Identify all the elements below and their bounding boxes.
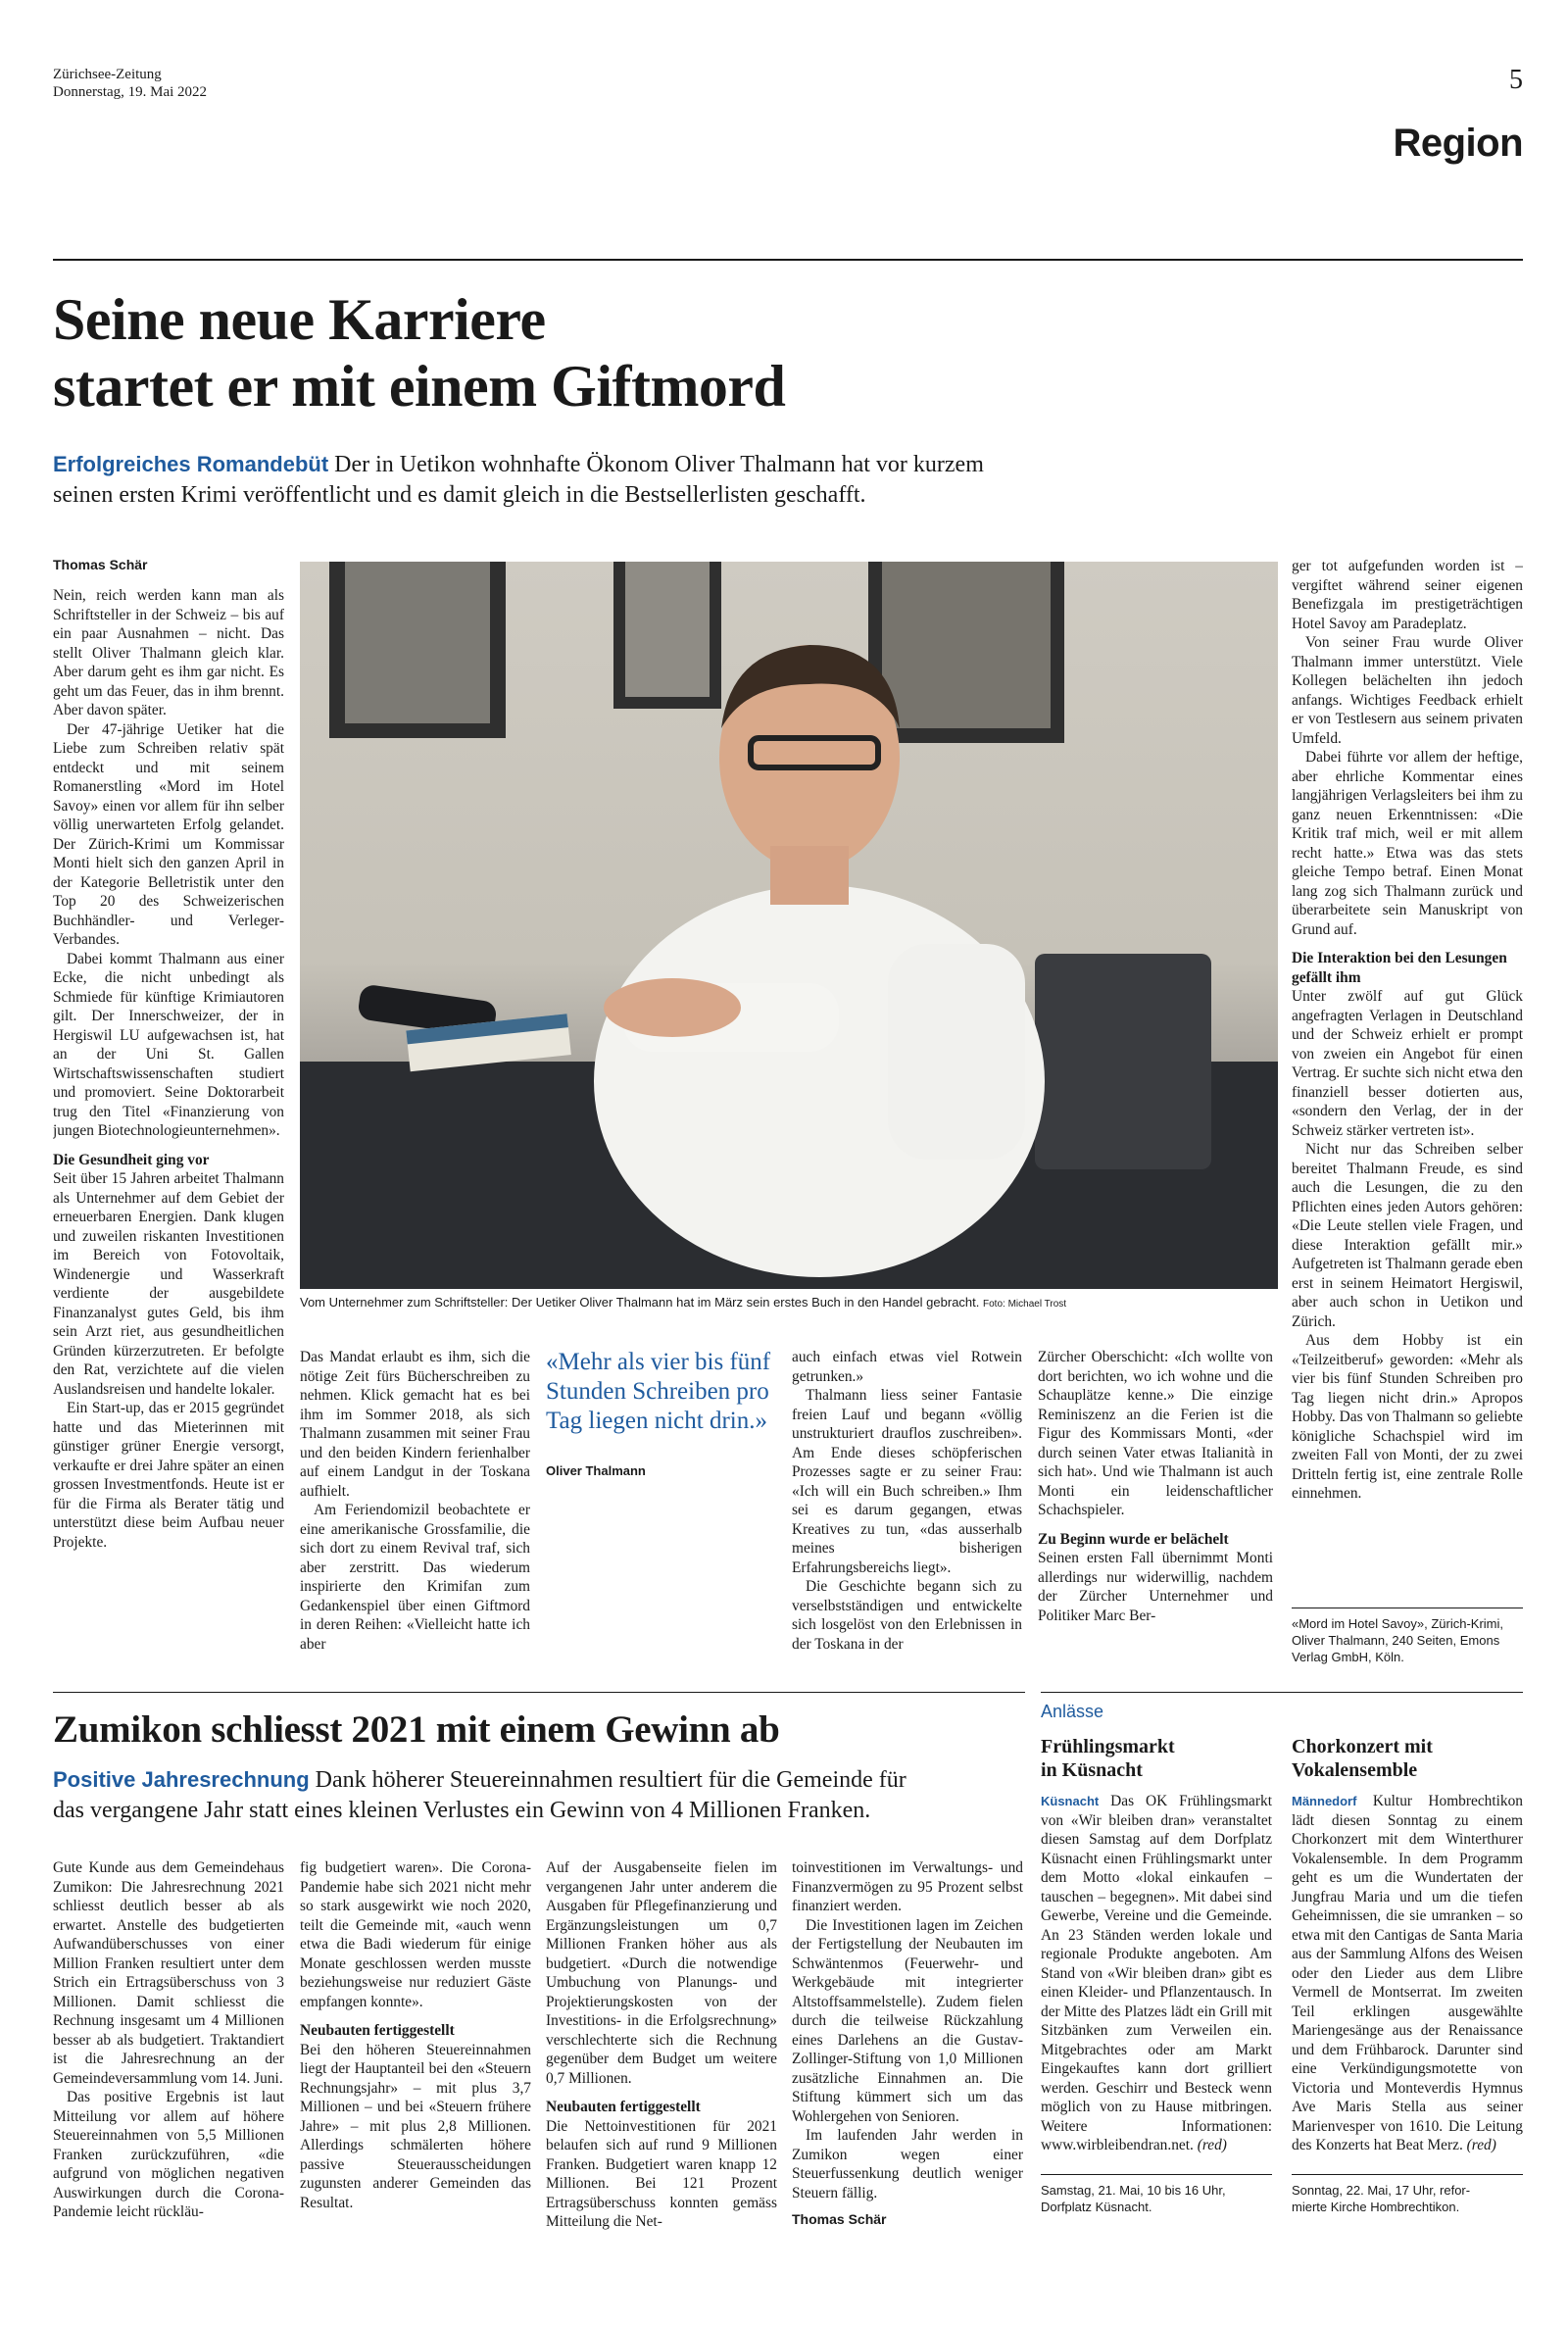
event-1-title-line-2: in Küsnacht: [1041, 1759, 1143, 1781]
article2-lead-line-2: das vergangene Jahr statt eines kleinen Verlustes ein Gewinn von 4 Millionen Franken.: [53, 1798, 871, 1823]
masthead-rule: [53, 259, 1523, 261]
article2-column-2: [300, 1858, 531, 2290]
paragraph: Im laufenden Jahr werden in Zumikon wegen einer Steuerfussenkung deutlich weniger Steuern fällig.: [792, 2127, 1023, 2201]
event-2-place: Männedorf: [1292, 1794, 1357, 1808]
paragraph: Zürcher Oberschicht: «Ich wollte von dort berichten, wo ich wohne und die Schauplätze kenne.» Die einzige Reminiszenz an die Ferien ist die Figur des Kommissars Monti, «der durch seinen Vater etwas Italianità in sich hat». Und wie Thalmann ist auch Monti ein leidenschaftlicher Schachspieler.: [1038, 1349, 1273, 1518]
paragraph: Die Investitionen lagen im Zeichen der Fertigstellung der Neubauten im Schwäntenmos (Feuerwehr- und Werkgebäude mit integrierter Altstoffsammelstelle). Zudem fielen durch die teilweise Rückzahlung eines Darlehens an die Gustav-Zollinger-Stiftung von 1,0 Millionen zusätzliche Einnahmen an. Die Stiftung kümmert sich um das Wohlergehen von Senioren.: [792, 1916, 1023, 2125]
event-2-info-rule: [1292, 2174, 1523, 2175]
event-2-info-line-1: Sonntag, 22. Mai, 17 Uhr, refor-: [1292, 2183, 1471, 2198]
event-2-signature: (red): [1466, 2137, 1496, 2153]
paragraph: Nicht nur das Schreiben selber bereitet Thalmann Freude, es sind auch die Lesungen, die zu den Pflichten eines jeden Autors gehören: «Die Leute stellen viele Fragen, und diese Interaktion gefällt mir.» Aufgetreten ist Thalmann gerade eben erst in seinem Heimatort Hergiswil, aber auch schon in Uetikon und Zürich.: [1292, 1141, 1523, 1330]
event-2-title-line-1: Chorkonzert mit: [1292, 1736, 1433, 1757]
book-info: «Mord im Hotel Savoy», Zürich-Krimi, Oliver Thalmann, 240 Seiten, Emons Verlag GmbH, Köln.: [1292, 1616, 1503, 1664]
article1-byline: Thomas Schär: [53, 557, 148, 572]
paragraph: Das Mandat erlaubt es ihm, sich die nötige Zeit fürs Bücherschreiben zu nehmen. Klick gemacht hat es bei ihm im Sommer 2018, als sich Thalmann zusammen mit seiner Frau und den beiden Kindern ferienhalber auf einem Landgut in der Toskana aufhielt.: [300, 1349, 530, 1500]
page-number: 5: [1509, 65, 1523, 95]
masthead: [53, 65, 1523, 165]
subheading: Zu Beginn wurde er belächelt: [1038, 1530, 1229, 1548]
portrait-illustration: [300, 562, 1278, 1289]
headline-line-2: startet er mit einem Giftmord: [53, 354, 786, 419]
paragraph: fig budgetiert waren». Die Corona-Pandemie habe sich 2021 nicht mehr so stark ausgewirkt wie noch 2020, teilt die Gemeinde mit, «auch wenn etwa die Badi wiederum für einige Monate geschlossen werden musste beziehungsweise nur reduziert Gäste empfangen konnte».: [300, 1859, 531, 2010]
article1-column-2: [300, 1348, 530, 1681]
paragraph: Bei den höheren Steuereinnahmen liegt der Hauptanteil bei den «Steuern Rechnungsjahr» – mit plus 3,7 Millionen – und bei «Steuern frühere Jahre» – mit plus 2,8 Millionen. Allerdings schmälerten höhere passive Steuerausscheidungen zugunsten anderer Gemeinden das Resultat.: [300, 2041, 531, 2211]
article2-kicker: Positive Jahresrechnung: [53, 1767, 310, 1792]
article1-column-6: [1292, 557, 1523, 1601]
event-1-signature: (red): [1197, 2137, 1227, 2153]
article1-photo: [300, 562, 1278, 1289]
event-1-text: Das OK Frühlingsmarkt von «Wir bleiben dran» veranstaltet diesen Samstag auf dem Dorfplatz Küsnacht einen Frühlingsmarkt unter dem Motto «lokal einkaufen – tauschen – begegnen». Mit dabei sind Gewerbe, Vereine und die Gemeinde. An 23 Ständen werden lokale und regionale Produkte angeboten. Am Stand von «Wir bleiben dran» gibt es einen Kleider- und Pflanzentausch. In der Mitte des Platzes lädt ein Grill mit Sitzbänken zum Verweilen ein. Mitgebrachtes oder am Markt Eingekauftes kann dort grilliert werden. Geschirr und Besteck wenn möglich von zu Hause mitbringen. Weitere Informationen: www.wirbleibendran.net.: [1041, 1793, 1272, 2153]
subheading: Die Gesundheit ging vor: [53, 1151, 210, 1168]
pull-quote: [546, 1348, 776, 1478]
subheading: Die Interaktion bei den Lesungen gefällt ihm: [1292, 950, 1507, 986]
event-2-title-line-2: Vokalensemble: [1292, 1759, 1418, 1781]
article-separator: [53, 1692, 1025, 1693]
paragraph: Nein, reich werden kann man als Schriftsteller in der Schweiz – bis auf ein paar Ausnahmen – nicht. Das stellt Oliver Thalmann gleich klar. Aber darum geht es ihm gar nicht. Es geht um das Feuer, das in ihm brennt. Aber davon später.: [53, 587, 284, 718]
section-title: Region: [1393, 122, 1523, 165]
paragraph: Unter zwölf auf gut Glück angefragten Verlagen in Deutschland und der Schweiz erhielt er prompt von zweien ein Angebot für einen Vertrag. Er suchte sich nicht etwa den finanziell besser dotierten aus, «sondern den Verlag, der in der Schweiz stärker vertreten ist».: [1292, 988, 1523, 1139]
paragraph: Seinen ersten Fall übernimmt Monti allerdings nur widerwillig, nachdem der Zürcher Unternehmer und Politiker Marc Ber-: [1038, 1550, 1273, 1624]
event-2-info: [1292, 2182, 1523, 2215]
paragraph: Thalmann liess seiner Fantasie freien Lauf und begann «völlig unstrukturiert drauflos zuschreiben». Am Ende dieses schöpferischen Prozesses sagte er zu seiner Frau: «Ich will ein Buch schreiben.» Ihm sei es darum gegangen, etwas Kreatives zu tun, «das ausserhalb meines bisherigen Erfahrungsbereichs liegt».: [792, 1387, 1022, 1576]
photo-caption: [300, 1294, 1278, 1312]
article1-column-5: [1038, 1348, 1273, 1681]
article2-headline: Zumikon schliesst 2021 mit einem Gewinn ab: [53, 1708, 780, 1751]
event-2-body: [1292, 1792, 1523, 2184]
event-2-info-line-2: mierte Kirche Hombrechtikon.: [1292, 2200, 1460, 2214]
paragraph: Seit über 15 Jahren arbeitet Thalmann als Unternehmer auf dem Gebiet der erneuerbaren Energien. Dank klugen und zuweilen riskanten Investitionen im Bereich von Fotovoltaik, Windenergie und Wasserkraft verdiente der ausgebildete Finanzanalyst gutes Geld, bis ihm sein Arzt riet, aus gesundheitlichen Gründen kürzerzutreten. Er befolgte den Rat, verzichtete auf die vielen Auslandsreisen und handelte lokaler.: [53, 1170, 284, 1398]
paragraph: Ein Start-up, das er 2015 gegründet hatte und das Mieterinnen mit günstiger grüner Energie versorgt, verkaufte er drei Jahre später an einen grossen Investmentfonds. Heute ist er für die Firma als Berater tätig und unterstützt diese beim Aufbau neuer Projekte.: [53, 1400, 284, 1551]
paragraph: Am Feriendomizil beobachtete er eine amerikanische Grossfamilie, die sich dort zu einem Revival traf, sich aber zerstritt. Das wiederum inspirierte den Krimifan zum Gedankenspiel über einen Giftmord in deren Reihen: «Vielleicht hatte ich aber: [300, 1502, 530, 1653]
article1-column-4: [792, 1348, 1022, 1681]
article2-column-3: [546, 1858, 777, 2290]
article2-column-1: [53, 1858, 284, 2290]
article2-column-4: [792, 1858, 1023, 2290]
event-2-text: Kultur Hombrechtikon lädt diesen Sonntag zu einem Chorkonzert mit dem Winterthurer Vokalensemble. In dem Programm geht es um die Wundertaten der Jungfrau Maria und um die tiefen Geheimnissen, die sie umranken – so etwa mit den Cantigas de Santa Maria aus der Sammlung Alfons des Weisen oder den Lieder aus dem Llibre Vermell de Montserrat. Im zweiten Teil erklingen ausgewählte Mariengesänge aus der Renaissance und dem Frühbarock. Darunter sind eine Verkündigungsmotette von Victoria und Monteverdis Hymnus Ave Maris Stella aus seiner Marienvesper von 1610. Die Leitung des Konzerts hat Beat Merz.: [1292, 1793, 1523, 2153]
article2-lead: [53, 1764, 1023, 1826]
event-1: [1041, 1735, 1272, 2214]
lead-line-1: Der in Uetikon wohnhafte Ökonom Oliver Thalmann hat vor kurzem: [334, 452, 984, 477]
paragraph: toinvestitionen im Verwaltungs- und Finanzvermögen zu 95 Prozent selbst finanziert werden.: [792, 1859, 1023, 1914]
lead-line-2: seinen ersten Krimi veröffentlicht und es damit gleich in die Bestsellerlisten geschafft.: [53, 482, 866, 508]
paragraph: Der 47-jährige Uetiker hat die Liebe zum Schreiben relativ spät entdeckt und mit seinem Romanerstling «Mord im Hotel Savoy» einen vor allem für ihn selber völlig unerwarteten Erfolg gelandet. Der Zürich-Krimi um Kommissar Monti hielt sich den ganzen April in der Kategorie Belletristik unter den Top 20 des Schweizerischen Buchhändler- und Verleger-Verbandes.: [53, 720, 284, 948]
paragraph: Auf der Ausgabenseite fielen im vergangenen Jahr unter anderem die Ausgaben für Pflegefinanzierung und Ergänzungsleistungen um 0,7 Millionen Franken höher aus als budgetiert. «Durch die notwendige Umbuchung von Planungs- und Projektierungskosten von der Investitions- in die Erfolgsrechnung» verschlechterte sich die Rechnung gegenüber dem Budget um weitere 0,7 Millionen.: [546, 1859, 777, 2087]
paragraph: Aus dem Hobby ist ein «Teilzeitberuf» geworden: «Mehr als vier bis fünf Stunden Schreiben pro Tag liegen nicht drin.» Apropos Hobby. Das von Thalmann so geliebte königliche Schachspiel wird im zweiten Fall von Monti, der zu zwei Dritteln fertig ist, eine zentrale Rolle einnehmen.: [1292, 1332, 1523, 1502]
paragraph: Dabei kommt Thalmann aus einer Ecke, die nicht unbedingt als Schmiede für künftige Krimiautoren gilt. Der Innerschweizer, der in Hergiswil LU aufgewachsen ist, hat an der Uni St. Gallen Wirtschaftswissenschaften studiert und promoviert. Seine Doktorarbeit trug den Titel «Finanzierung von jungen Biotechnologieunternehmen».: [53, 950, 284, 1139]
event-1-info-rule: [1041, 2174, 1272, 2175]
event-1-body: [1041, 1792, 1272, 2184]
issue-date: Donnerstag, 19. Mai 2022: [53, 84, 208, 100]
subheading: Neubauten fertiggestellt: [546, 2099, 701, 2115]
paper-name: Zürichsee-Zeitung: [53, 67, 162, 82]
paragraph: Das positive Ergebnis ist laut Mitteilung vor allem auf höhere Steuereinnahmen von 5,5 Millionen Franken zurückzuführen, «die aufgrund von möglichen negativen Auswirkungen durch die Corona-Pandemie leicht rückläu-: [53, 2089, 284, 2220]
article2-lead-line-1: Dank höherer Steuereinnahmen resultiert für die Gemeinde für: [315, 1767, 906, 1793]
headline-line-1: Seine neue Karriere: [53, 287, 546, 352]
event-1-title-line-1: Frühlingsmarkt: [1041, 1736, 1175, 1757]
paragraph: Von seiner Frau wurde Oliver Thalmann immer unterstützt. Viele Kollegen belächelten ihn jedoch anfangs. Wichtiges Feedback erhielt er von Testlesern aus seinem privaten Umfeld.: [1292, 634, 1523, 747]
photo-credit: Foto: Michael Trost: [983, 1299, 1067, 1310]
event-1-place: Küsnacht: [1041, 1794, 1100, 1808]
article1-lead: [53, 449, 1327, 511]
events-label: Anlässe: [1041, 1702, 1104, 1721]
subheading: Neubauten fertiggestellt: [300, 2022, 455, 2039]
event-1-info-line-1: Samstag, 21. Mai, 10 bis 16 Uhr,: [1041, 2183, 1226, 2198]
caption-text: Vom Unternehmer zum Schriftsteller: Der Uetiker Oliver Thalmann hat im März sein erstes Buch in den Handel gebracht.: [300, 1295, 980, 1310]
event-2: [1292, 1735, 1523, 2214]
paragraph: auch einfach etwas viel Rotwein getrunken.»: [792, 1349, 1022, 1385]
quote-author: Oliver Thalmann: [546, 1463, 646, 1478]
paragraph: Die Nettoinvestitionen für 2021 belaufen sich auf rund 9 Millionen Franken. Budgetiert waren knapp 12 Millionen. Bei 121 Prozent Ertragsüberschuss konnten gemäss Mitteilung die Net-: [546, 2117, 777, 2230]
paragraph: Die Geschichte begann sich zu verselbstständigen und entwickelte sich losgelöst von den Erlebnissen in der Toskana in der: [792, 1578, 1022, 1653]
paragraph: ger tot aufgefunden worden ist – vergiftet während seiner eigenen Benefizgala im prestigeträchtigen Hotel Savoy am Paradeplatz.: [1292, 558, 1523, 632]
article2-author: Thomas Schär: [792, 2211, 887, 2227]
event-1-info: [1041, 2182, 1272, 2215]
quote-text: «Mehr als vier bis fünf Stunden Schreiben pro Tag liegen nicht drin.»: [546, 1349, 771, 1434]
event-1-info-line-2: Dorfplatz Küsnacht.: [1041, 2200, 1152, 2214]
article1-column-1: [53, 586, 284, 1676]
article1-kicker: Erfolgreiches Romandebüt: [53, 452, 329, 476]
article1-headline: [53, 286, 1229, 420]
paragraph: Dabei führte vor allem der heftige, aber ehrliche Kommentar eines langjährigen Verlagsleiters bei ihm zu ganz neuen Erkenntnissen: «Die Kritik traf mich, weil er mit allem recht hatte.» Etwa was das stets gleiche Tempo betraf. Einen Monat lang zog sich Thalmann zurück und überarbeitete sein Manuskript von Grund auf.: [1292, 749, 1523, 938]
paragraph: Gute Kunde aus dem Gemeindehaus Zumikon: Die Jahresrechnung 2021 schliesst deutlich besser ab als erwartet. Anstelle des budgetierten Aufwandüberschusses von einer Million Franken resultiert unter dem Strich ein Ertragsüberschuss von 3 Millionen. Damit schliesst die Rechnung insgesamt um 4 Millionen besser ab als budgetiert. Traktandiert ist die Jahresrechnung an der Gemeindeversammlung vom 14. Juni.: [53, 1859, 284, 2087]
events-top-rule: [1041, 1692, 1523, 1693]
